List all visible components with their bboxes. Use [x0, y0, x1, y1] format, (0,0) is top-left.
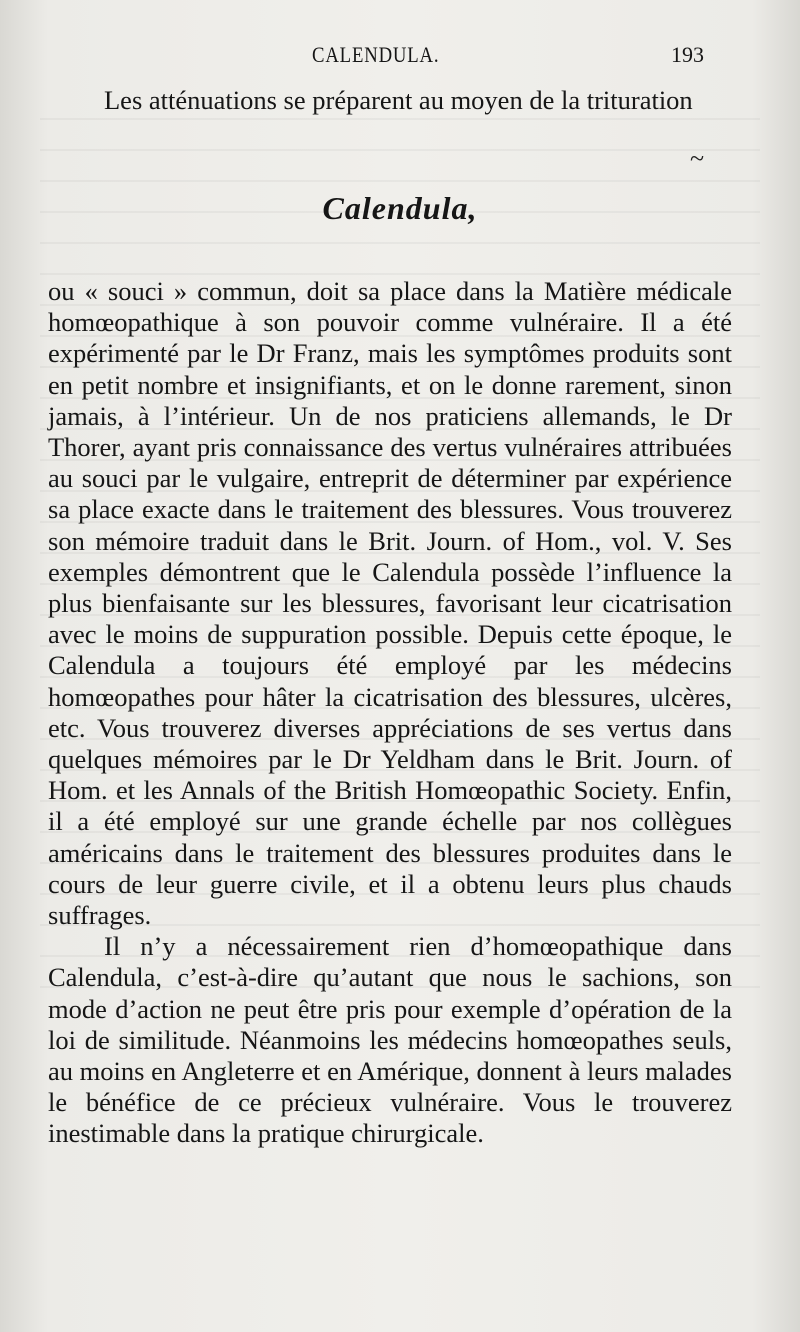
intro-paragraph: Les atténuations se préparent au moyen de la trituration [104, 85, 693, 115]
paragraph-1: ou « souci » commun, doit sa place dans la Matière médicale homœopathique à son pouvoir comme vulnéraire. Il a été expérimenté par le Dr Franz, mais les symptômes produits sont en petit nombre et insignifiants, et on le donne rarement, sinon jamais, à l’intérieur. Un de nos praticiens allemands, le Dr Thorer, ayant pris connaissance des vertus vulnéraires attribuées au souci par le vulgaire, entreprit de déterminer par expérience sa place exacte dans le traitement des blessures. Vous trouverez son mémoire traduit dans le Brit. Journ. of Hom., vol. V. Ses exemples démontrent que le Calendula possède l’influence la plus bienfaisante sur les blessures, favorisant leur cicatrisation avec le moins de suppuration possible. Depuis cette époque, le Calendula a toujours été employé par les médecins homœopathes pour hâter la cicatrisation des blessures, ulcères, etc. Vous trouverez diverses appréciations de ses vertus dans quelques mémoires par le Dr Yeldham dans le Brit. Journ. of Hom. et les Annals of the British Homœopathic Society. Enfin, il a été employé sur une grande échelle par nos collègues américains dans le traitement des blessures produites dans le cours de leur guerre civile, et il a obtenu leurs plus chauds suffrages. [48, 276, 732, 931]
intro-text-block [48, 85, 732, 116]
paragraph-2: Il n’y a nécessairement rien d’homœopathique dans Calendula, c’est-à-dire qu’autant que nous le sachions, son mode d’action ne peut être pris pour exemple d’opération de la loi de similitude. Néanmoins les médecins homœopathes seuls, au moins en Angleterre et en Amérique, donnent à leurs malades le bénéfice de ce précieux vulnéraire. Vous le trouverez inestimable dans la pratique chirurgicale. [48, 931, 732, 1149]
running-header [0, 42, 800, 72]
body-text-block [48, 276, 732, 1150]
section-title: Calendula, [322, 190, 478, 226]
ornament-mark: ~ [690, 144, 705, 173]
page-number: 193 [671, 42, 704, 67]
running-title: CALENDULA. [312, 42, 440, 67]
